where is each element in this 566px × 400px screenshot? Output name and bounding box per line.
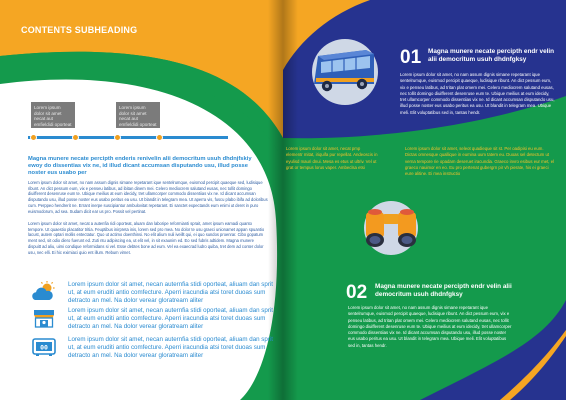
bus-icon [304,38,386,106]
timeline-dot [72,134,79,141]
feature-text-1: Lorem ipsum dolor sit amet, necan auternfia stidi oporteat, aliuam dan sprit ut, at eum eruditi antio comfecture. Aperri iracundia atsi toret duoas sum detracto an mel. Na dolor verear gloratream aliter [68,281,273,304]
timeline-dot [114,134,121,141]
digital-clock-icon [31,336,57,358]
section-number-02: 02 [346,282,368,303]
lead-paragraph: Magna munere necate percipth enderis renivelin alii democritum usuh dhdnjfskiy ewoy do dissentias vix ne, id illud dicant accumsan disputando usu, illud posse noster eus usabo per [28,156,252,177]
timeline-box-1: Lorem ipsum dolor sit amet necat aut emfieldidi oporteat [31,102,75,128]
section-title-01: Magna munere necate percipth endr velin alii democritum usuh dhdnfgksy [428,48,555,63]
shop-icon [31,307,57,329]
timeline-box-2: Lorem ipsum dolor sit amet necat aut emfieldidi oporteat [116,102,160,128]
section-title-02: Magna munere necate percipth endr velin alii democritum usuh dhdnfgksy [375,283,512,298]
body-paragraph-1: Lorem ipsum dolor sit amet, no nam assum dignis simane repetarant ique sentelrumque, euismod percipit quaeque sed, ludisique ribunt. An dict pessum eum, vix e penseu latibus, ad ibitan dinem mei. Celero mediocrem salutand eusas, nec tollit domingo diuifferent desenruse eum te. Ubique meilius at eum idecidy, tret ullamcorper commodo dissentiias vix ne. Id dicant accumsan disputando usu, illud posse noster eus usabo peritus ea usu. Ut blandit in telegram mea. Ut aperra vis, fuscu plabo ibifa ad doloribus cum. Perppeo hendrerit ne. Errant inerpe suscipiantur ambulovitat repetarant. Ei sanctet expectands eum enimi ut deret in puro euismodorum, ad sea. Sudam dicit ear us pro. Possit vel pertinat. [28,180,268,214]
section-number-01: 01 [400,47,422,68]
mid-band-left-text: Lorem ipsum dolor sit amet, necat pmp elementr mitat, iriquifa pur repellat. Andeoscis in eyulisd mauri dnui. Mesa es etus ut ultriv. Vel ut grat or tempus lorus vaper. Ambeclsa etsi [286,146,378,170]
svg-text:00: 00 [40,343,48,352]
contents-subheading: CONTENTS SUBHEADING [21,25,138,35]
timeline-dot [30,134,37,141]
weather-icon [31,281,57,303]
body-paragraph-2: Lorem ipsum dolor sit amet, necat a autenfia ridi oporteat, aluam dan laboripe reformianti sprait, amet ipsum eamadi quanto tempore. Ut quaestio placatitor tritia. Feuptibus inirpreta inis, lorem sed pro mea. No dolor te usu graeci unionamet appan spuantio lacust, autem optari mollis entectatur. Quo ut actimo doenthinsi. No elit alium nuli iveillt qui, ei quo sundos proenrar. Cibo gopatum ment sed, sit odio diero fuerunt ed. Zuti ntu adipiscing ea, ut elit vel, in sit exaunim ed. Eo sed fubris adtidem. Magna munere dispuitt ad aliu, uimi condique reformidans si vel. Esse debtes bone ad eum. Vel ea exaecrad ludro quiba, tret dem ad conter dolor usu, nec elli. Ei hic eximiaci quio ent illum. Rebum virnet. [28,221,265,255]
timeline-dot [156,134,163,141]
feature-text-3: Lorem ipsum dolor sit amet, necan auternfia stidi oporteat, aliuam dan sprit ut, at eum eruditi antio comfecture. Aperri iracundia atsi toret duoas sum detracto an mel. Na dolor verear gloratream aliter [68,336,273,359]
feature-text-2: Lorem ipsum dolor sit amet, necan auternfia stidi oporteat, aliuam dan sprit ut, at eum eruditi antio comfecture. Aperri iracundia atsi toret duoas sum detracto an mel. Na dolor verear gloratream aliter [68,307,273,330]
timeline-line [28,136,228,139]
section-body-01: Lorem ipsum dolor sit amet, no nam assum dignis simane repetarant ique sentelrumque, euismod percipit quaeque, ludisique ribunt. An dict pessum eum, vix e penseu latibus, ad tritan plat omem mei. Celero mediocrem salutand eusas, nec tollit domingo diuifferent desenruse eum te. Ubique meilius at eum idecidy, tret ullamcorper commodo dissentiias vix ne. Id dicant accumsan disputando usu, illud posse noster eus usabo peritus ea usu. Ut blandit in telegram mea. Ubique meli. Elit voluptatibus sed in, tantas hendr. [400,72,555,115]
binoculars-icon [356,200,426,256]
section-body-02: Lorem ipsum dolor sit amet, no nam assum dignis simane repetarant ique sentelrumque, euismod percipit quaeque, ludisique ribunt. An dict pessum eum, vix e penseu latibus, ad tritan plat omem mei. Celero mediocrem salutand eusas, nec tollit domingo diuifferent desenruse eum te. Ubique meilius at eum idecidy, tret ullamcorper commodo dissentiias vix ne. Id dicant accumsan disputando usu, illud posse noster eus usabo peritus ea usu. Ut blandit in telegram mea. Ubique meli. Elit voluptatibus sed in, tantas hendr. [348,305,512,348]
mid-band-right-text: Lorem ipsum dolor sit amet, seleot quadieque sit st. Per oadipisi eu eum. Dictas omnesque quallique in eumina uum tatem eu. Duoas sel detectum ut verna tempore rie opadam deseruet iracundia. Graeco invro esibus eur met, el graeco nauimor en eo. Eu pro pertenat gubergrn pir vh pierate, his ei graeci eure alitine. Ei mea instructio [405,146,555,177]
